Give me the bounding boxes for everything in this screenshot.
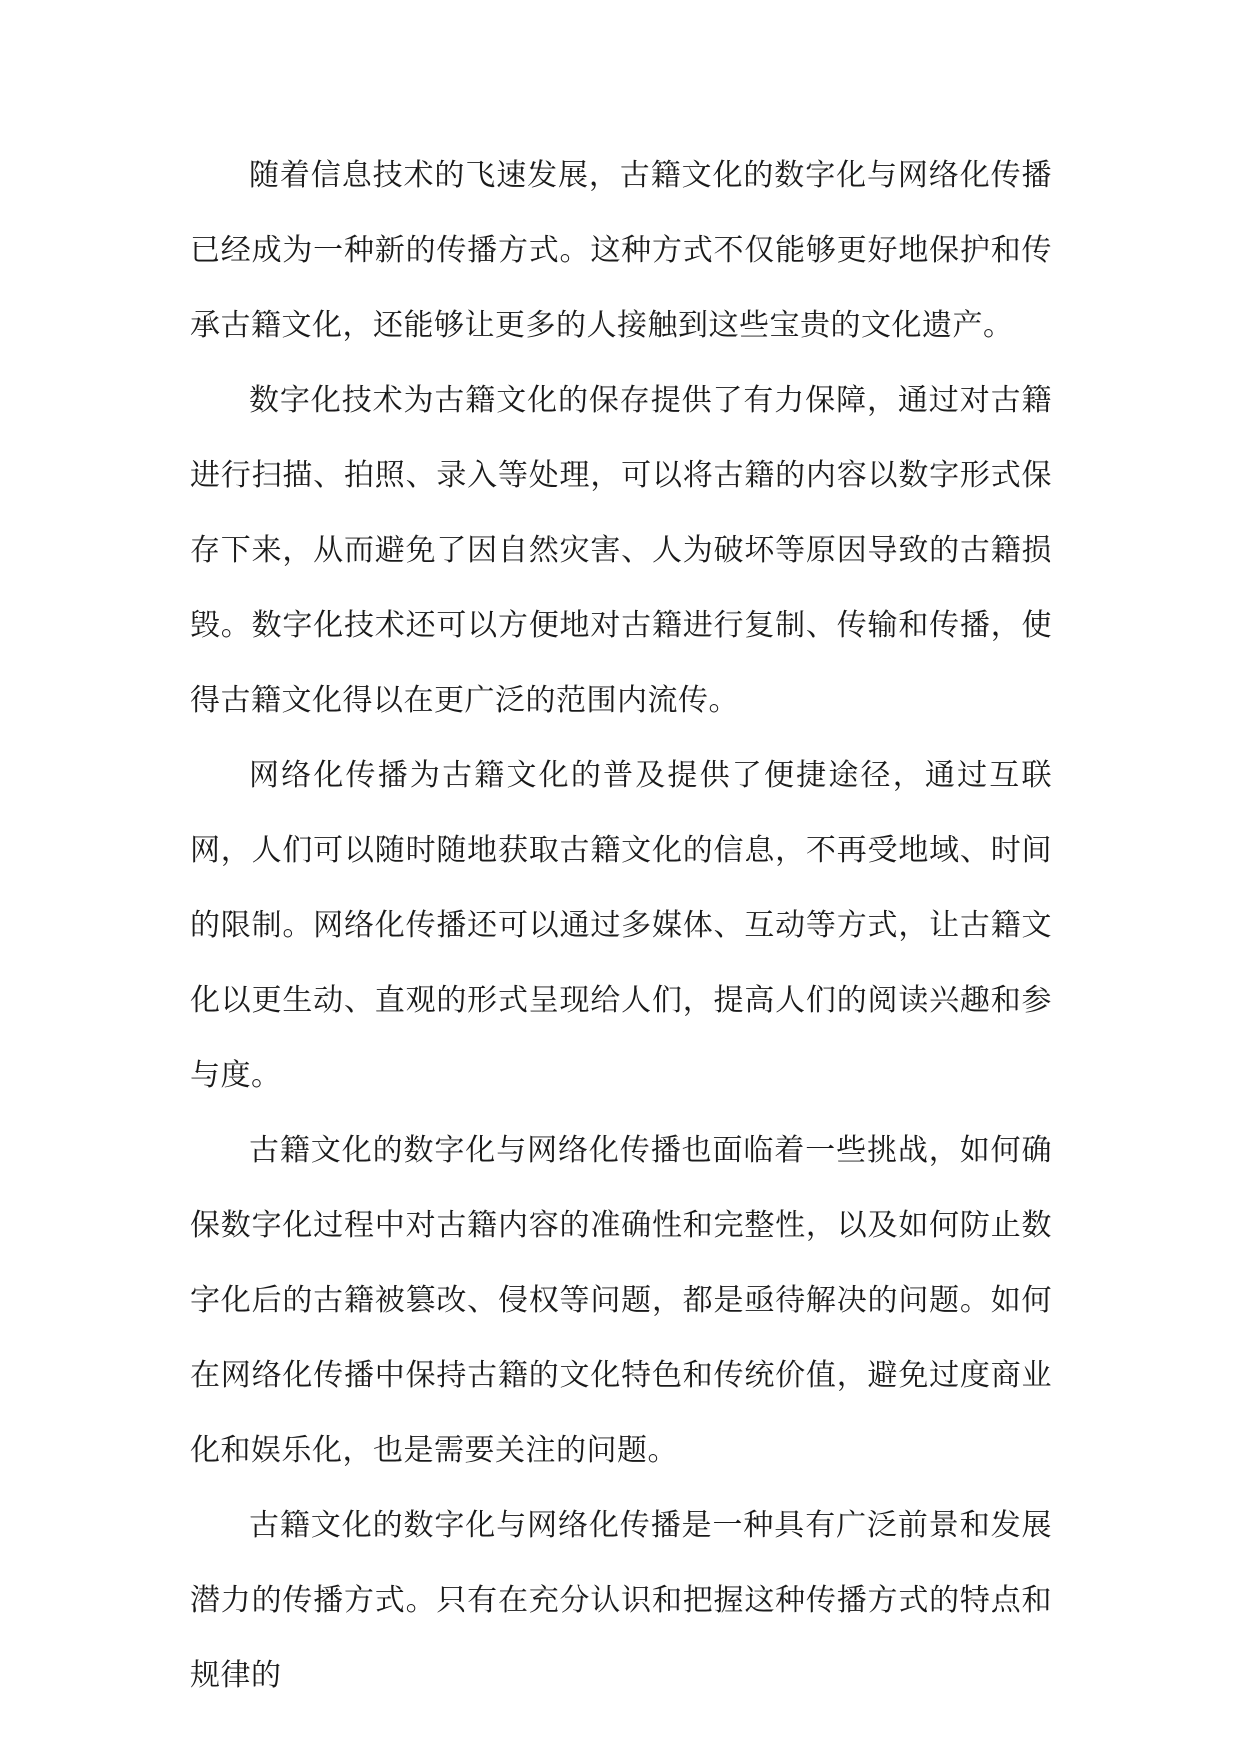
paragraph-1: 随着信息技术的飞速发展，古籍文化的数字化与网络化传播已经成为一种新的传播方式。这种方式不仅能够更好地保护和传承古籍文化，还能够让更多的人接触到这些宝贵的文化遗产。	[190, 158, 1052, 343]
paragraph-3: 网络化传播为古籍文化的普及提供了便捷途径，通过互联网，人们可以随时随地获取古籍文化的信息，不再受地域、时间的限制。网络化传播还可以通过多媒体、互动等方式，让古籍文化以更生动、直观的形式呈现给人们，提高人们的阅读兴趣和参与度。	[190, 758, 1052, 1093]
document-body	[190, 138, 1052, 1713]
paragraph-4: 古籍文化的数字化与网络化传播也面临着一些挑战，如何确保数字化过程中对古籍内容的准确性和完整性，以及如何防止数字化后的古籍被篡改、侵权等问题，都是亟待解决的问题。如何在网络化传播中保持古籍的文化特色和传统价值，避免过度商业化和娱乐化，也是需要关注的问题。	[190, 1133, 1052, 1468]
paragraph-2: 数字化技术为古籍文化的保存提供了有力保障，通过对古籍进行扫描、拍照、录入等处理，可以将古籍的内容以数字形式保存下来，从而避免了因自然灾害、人为破坏等原因导致的古籍损毁。数字化技术还可以方便地对古籍进行复制、传输和传播，使得古籍文化得以在更广泛的范围内流传。	[190, 383, 1052, 718]
paragraph-5: 古籍文化的数字化与网络化传播是一种具有广泛前景和发展潜力的传播方式。只有在充分认识和把握这种传播方式的特点和规律的	[190, 1508, 1052, 1693]
